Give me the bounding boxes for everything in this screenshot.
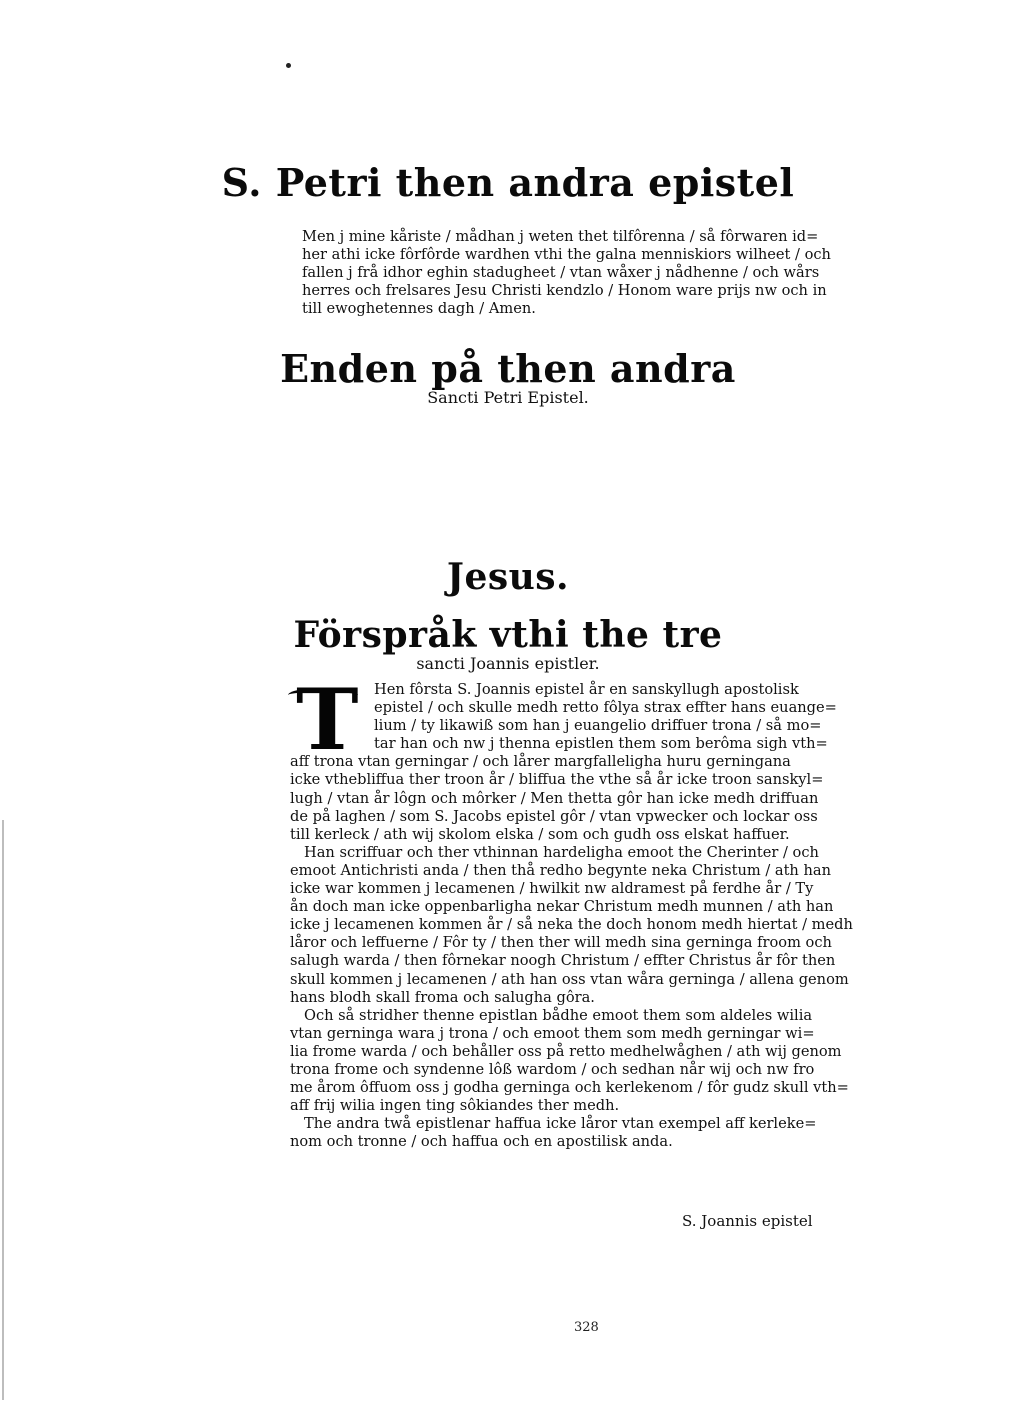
text-line: Men j mine kåriste / mådhan j weten thet tilfôrenna / så fôrwaren id= (302, 228, 819, 245)
text-line: vtan gerninga wara j trona / och emoot them som medh gerningar wi= (290, 1024, 815, 1042)
text-line: trona frome och syndenne lôß wardom / och sedhan når wij och nw fro (290, 1060, 815, 1078)
text-line: icke war kommen j lecamenen / hwilkit nw aldramest på ferdhe år / Ty (290, 880, 814, 898)
page-number: 328 (574, 1320, 599, 1335)
text-line: de på laghen / som S. Jacobs epistel gôr / vtan vpwecker och lockar oss (290, 807, 818, 825)
text-line: lium / ty likawiß som han j euangelio driffuer trona / så mo= (374, 717, 822, 735)
ending-subtitle: Sancti Petri Epistel. (427, 388, 589, 407)
text-line: Och så stridher thenne epistlan bådhe emoot them som aldeles wilia (304, 1006, 813, 1024)
ending-heading: Enden på then andra (280, 346, 736, 391)
text-line: lugh / vtan år lôgn och môrker / Men thetta gôr han icke medh driffuan (290, 789, 819, 807)
scan-speck (286, 63, 291, 68)
text-line: aff frij wilia ingen ting sôkiandes ther medh. (290, 1097, 620, 1115)
text-line: herres och frelsares Jesu Christi kendzlo / Honom ware prijs nw och in (302, 282, 827, 300)
text-line: fallen j frå idhor eghin stadugheet / vtan wåxer j nådhenne / och wårs (302, 264, 820, 282)
text-line: låror och leffuerne / Fôr ty / then ther will medh sina gerninga froom och (290, 934, 832, 952)
text-line: The andra twå epistlenar haffua icke låror vtan exempel aff kerleke= (304, 1115, 817, 1133)
text-line: epistel / och skulle medh retto fôlya strax effter hans euange= (374, 699, 837, 717)
text-line: emoot Antichristi anda / then thå redho begynte neka Christum / ath han (290, 861, 831, 879)
text-line: me årom ôffuom oss j godha gerninga och kerlekenom / fôr gudz skull vth= (290, 1079, 849, 1097)
text-line: skull kommen j lecamenen / ath han oss vtan wåra gerninga / allena genom (290, 970, 849, 988)
jesus-heading: Jesus. (446, 556, 570, 598)
text-line: till ewoghetennes dagh / Amen. (302, 300, 536, 318)
text-line: till kerleck / ath wij skolom elska / som och gudh oss elskat haffuer. (290, 825, 790, 843)
scan-edge-line (2, 820, 4, 1400)
text-line: lia frome warda / och behåller oss på retto medhelwåghen / ath wij genom (290, 1042, 842, 1060)
text-line: Han scriffuar och ther vthinnan hardeligha emoot the Cherinter / och (304, 843, 819, 861)
text-line: icke j lecamenen kommen år / så neka the doch honom medh hiertat / medh (290, 916, 853, 934)
text-line: her athi icke fôrfôrde wardhen vthi the galna menniskiors wilheet / och (302, 246, 831, 264)
text-line: aff trona vtan gerningar / och lårer margfalleligha huru gerningana (290, 753, 791, 771)
dropcap-letter: T (296, 670, 359, 769)
petri-heading: S. Petri then andra epistel (221, 160, 795, 205)
text-line: hans blodh skall froma och salugha gôra. (290, 988, 595, 1006)
text-line: tar han och nw j thenna epistlen them som berôma sigh vth= (374, 735, 828, 753)
forsprak-subtitle: sancti Joannis epistler. (416, 654, 600, 673)
text-line: icke vthebliffua ther troon år / bliffua the vthe så år icke troon sanskyl= (290, 771, 824, 789)
forsprak-heading: Förspråk vthi the tre (293, 614, 723, 656)
catchword-signature: S. Joannis epistel (682, 1212, 813, 1230)
text-line: salugh warda / then fôrnekar noogh Christum / effter Christus år fôr then (290, 952, 836, 970)
text-line: ån doch man icke oppenbarligha nekar Christum medh munnen / ath han (290, 898, 834, 916)
petri-paragraph (302, 228, 880, 318)
text-line: Hen fôrsta S. Joannis epistel år en sanskyllugh apostolisk (374, 681, 799, 698)
forsprak-body (290, 681, 884, 1151)
text-line: nom och tronne / och haffua och en apostilisk anda. (290, 1133, 673, 1151)
